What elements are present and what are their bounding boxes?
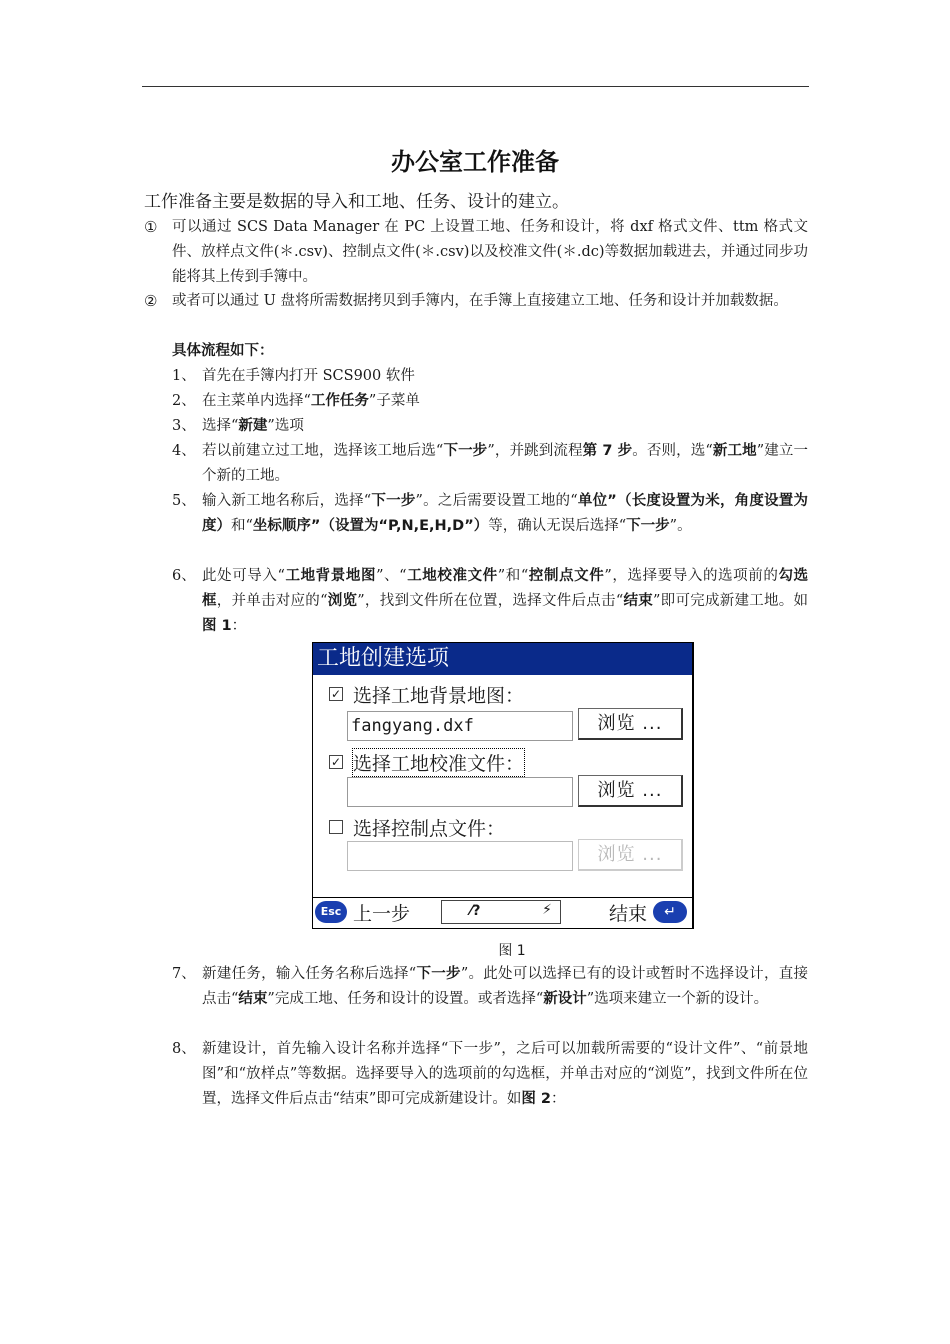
page-title: 办公室工作准备: [391, 148, 559, 176]
finish-button[interactable]: 结束: [609, 903, 648, 925]
option-background-map[interactable]: [329, 682, 524, 706]
step-text: 等，确认无误后选择“: [488, 518, 627, 534]
step-bold: 第 7 步: [582, 443, 633, 459]
step-number: 1、: [172, 368, 196, 384]
paragraph-1: [144, 215, 808, 290]
option-label: 选择工地背景地图：: [353, 684, 525, 707]
step-text: 。否则，选“: [632, 443, 713, 459]
figure-caption: 图 1: [498, 943, 526, 959]
checkbox-unchecked-icon[interactable]: [329, 820, 343, 834]
step-text: ：: [550, 1091, 566, 1107]
power-plug-icon: ⚡: [542, 902, 552, 918]
calibration-file-field[interactable]: [347, 777, 573, 807]
step-6: [172, 564, 808, 639]
step-bold: 浏览: [327, 593, 358, 609]
step-text: 选择“: [202, 418, 239, 434]
step-2: [172, 389, 808, 414]
step-text: 在主菜单内选择“: [202, 393, 311, 409]
step-text: ”建立一个新的工地。: [202, 443, 809, 484]
step-text: ”选项: [267, 418, 304, 434]
header-rule: [142, 86, 809, 87]
step-4: [172, 439, 808, 489]
step-bold: 工地背景地图: [284, 568, 377, 584]
step-text: 新建任务，输入任务名称后选择“: [202, 966, 417, 982]
step-number: 4、: [172, 443, 196, 459]
step-text: ”即可完成新建工地。如: [653, 593, 809, 609]
step-bold: 图 1: [202, 618, 232, 634]
step-bold: 结束: [238, 991, 268, 1007]
background-map-field[interactable]: fangyang.dxf: [347, 711, 573, 741]
step-bold: 坐标顺序”（设置为“P,N,E,H,D”）: [252, 518, 489, 534]
step-text: ”，并跳到流程: [487, 443, 583, 459]
step-number: 5、: [172, 493, 196, 509]
step-number: 8、: [172, 1041, 196, 1057]
step-bold: 新建: [238, 418, 268, 434]
step-text: 输入新工地名称后，选择“: [202, 493, 372, 509]
paragraph-2-text: 或者可以通过 U 盘将所需数据拷贝到手簿内，在手簿上直接建立工地、任务和设计并加载数据。: [172, 293, 788, 309]
step-bold: 下一步: [371, 493, 416, 509]
dialog-footer: [313, 897, 692, 928]
option-label: 选择控制点文件：: [353, 817, 506, 840]
circled-number-2: ②: [144, 292, 158, 310]
intro-paragraph: 工作准备主要是数据的导入和工地、任务、设计的建立。: [144, 192, 569, 212]
step-text: ”。之后需要设置工地的“: [415, 493, 578, 509]
step-text: ，并单击对应的“: [216, 593, 328, 609]
option-label: 选择工地校准文件：: [353, 749, 524, 776]
step-text: ”，找到文件所在位置，选择文件后点击“: [357, 593, 624, 609]
control-point-file-field: [347, 841, 573, 871]
step-text: ”。: [669, 518, 692, 534]
step-bold: 图 2: [521, 1091, 551, 1107]
step-7: [172, 962, 808, 1012]
step-text: 若以前建立过工地，选择该工地后选“: [202, 443, 444, 459]
step-text: ”。此处可以选择已有的设计或暂时不选择设计，直接点击“: [202, 966, 808, 1007]
esc-key-icon[interactable]: Esc: [315, 901, 347, 923]
option-control-point-file[interactable]: [329, 815, 505, 839]
step-text: ”选项来建立一个新的设计。: [586, 991, 769, 1007]
checkbox-checked-icon[interactable]: ✓: [330, 687, 342, 701]
tools-button[interactable]: [441, 900, 561, 924]
step-text: ”完成工地、任务和设计的设置。或者选择“: [267, 991, 544, 1007]
step-text: ：: [231, 618, 247, 634]
step-bold: 下一步: [416, 966, 461, 982]
step-bold: 结束: [623, 593, 654, 609]
satellite-help-icon: ⁄?: [470, 903, 481, 919]
step-bold: 下一步: [443, 443, 488, 459]
step-number: 7、: [172, 966, 196, 982]
enter-key-icon[interactable]: ↵: [653, 901, 687, 923]
circled-number-1: ①: [144, 218, 158, 236]
step-text: 和“: [231, 518, 253, 534]
site-creation-dialog: [312, 642, 694, 929]
step-text: ”、“: [376, 568, 407, 584]
step-text: 新建设计，首先输入设计名称并选择“下一步”，之后可以加载所需要的“设计文件”、“前景地图”和“放样点”等数据。选择要导入的选项前的勾选框，并单击对应的“浏览”，找到文件所在位置，选择文件后点击“结束”即可完成新建设计。如: [202, 1041, 808, 1107]
step-bold: 控制点文件: [528, 568, 605, 584]
browse-button[interactable]: 浏览 ...: [578, 708, 683, 740]
step-bold: 新设计: [543, 991, 587, 1007]
checkbox-checked-icon[interactable]: ✓: [330, 755, 342, 769]
browse-button[interactable]: 浏览 ...: [578, 775, 683, 807]
step-8: [172, 1037, 808, 1112]
browse-button-disabled: 浏览 ...: [578, 839, 683, 871]
step-bold: 工作任务: [310, 393, 369, 409]
back-button[interactable]: 上一步: [353, 903, 411, 925]
dialog-title: 工地创建选项: [313, 643, 692, 675]
step-number: 3、: [172, 418, 196, 434]
step-number: 2、: [172, 393, 196, 409]
flow-heading: 具体流程如下：: [172, 343, 274, 359]
step-text: ”，选择要导入的选项前的: [604, 568, 779, 584]
step-3: [172, 414, 808, 439]
step-bold: 单位”（长度设置为米，角度设置为度）: [202, 493, 809, 534]
option-calibration-file[interactable]: [329, 750, 524, 774]
paragraph-1-text: 可以通过 SCS Data Manager 在 PC 上设置工地、任务和设计，将 dxf 格式文件、ttm 格式文件、放样点文件(＊.csv)、控制点文件(＊.csv)以及校准文件(＊.dc)等数据加载进去，并通过同步功能将其上传到手簿中。: [172, 219, 808, 285]
step-text: 首先在手簿内打开 SCS900 软件: [202, 368, 415, 384]
paragraph-2: [144, 289, 808, 314]
step-bold: 新工地: [712, 443, 757, 459]
step-number: 6、: [172, 568, 196, 584]
step-1: [172, 364, 808, 389]
step-text: 此处可导入“: [202, 568, 285, 584]
step-text: ”和“: [497, 568, 529, 584]
step-5: [172, 489, 808, 539]
step-text: ”子菜单: [368, 393, 420, 409]
step-bold: 工地校准文件: [406, 568, 498, 584]
step-bold: 勾选框: [202, 568, 809, 609]
step-bold: 下一步: [626, 518, 670, 534]
